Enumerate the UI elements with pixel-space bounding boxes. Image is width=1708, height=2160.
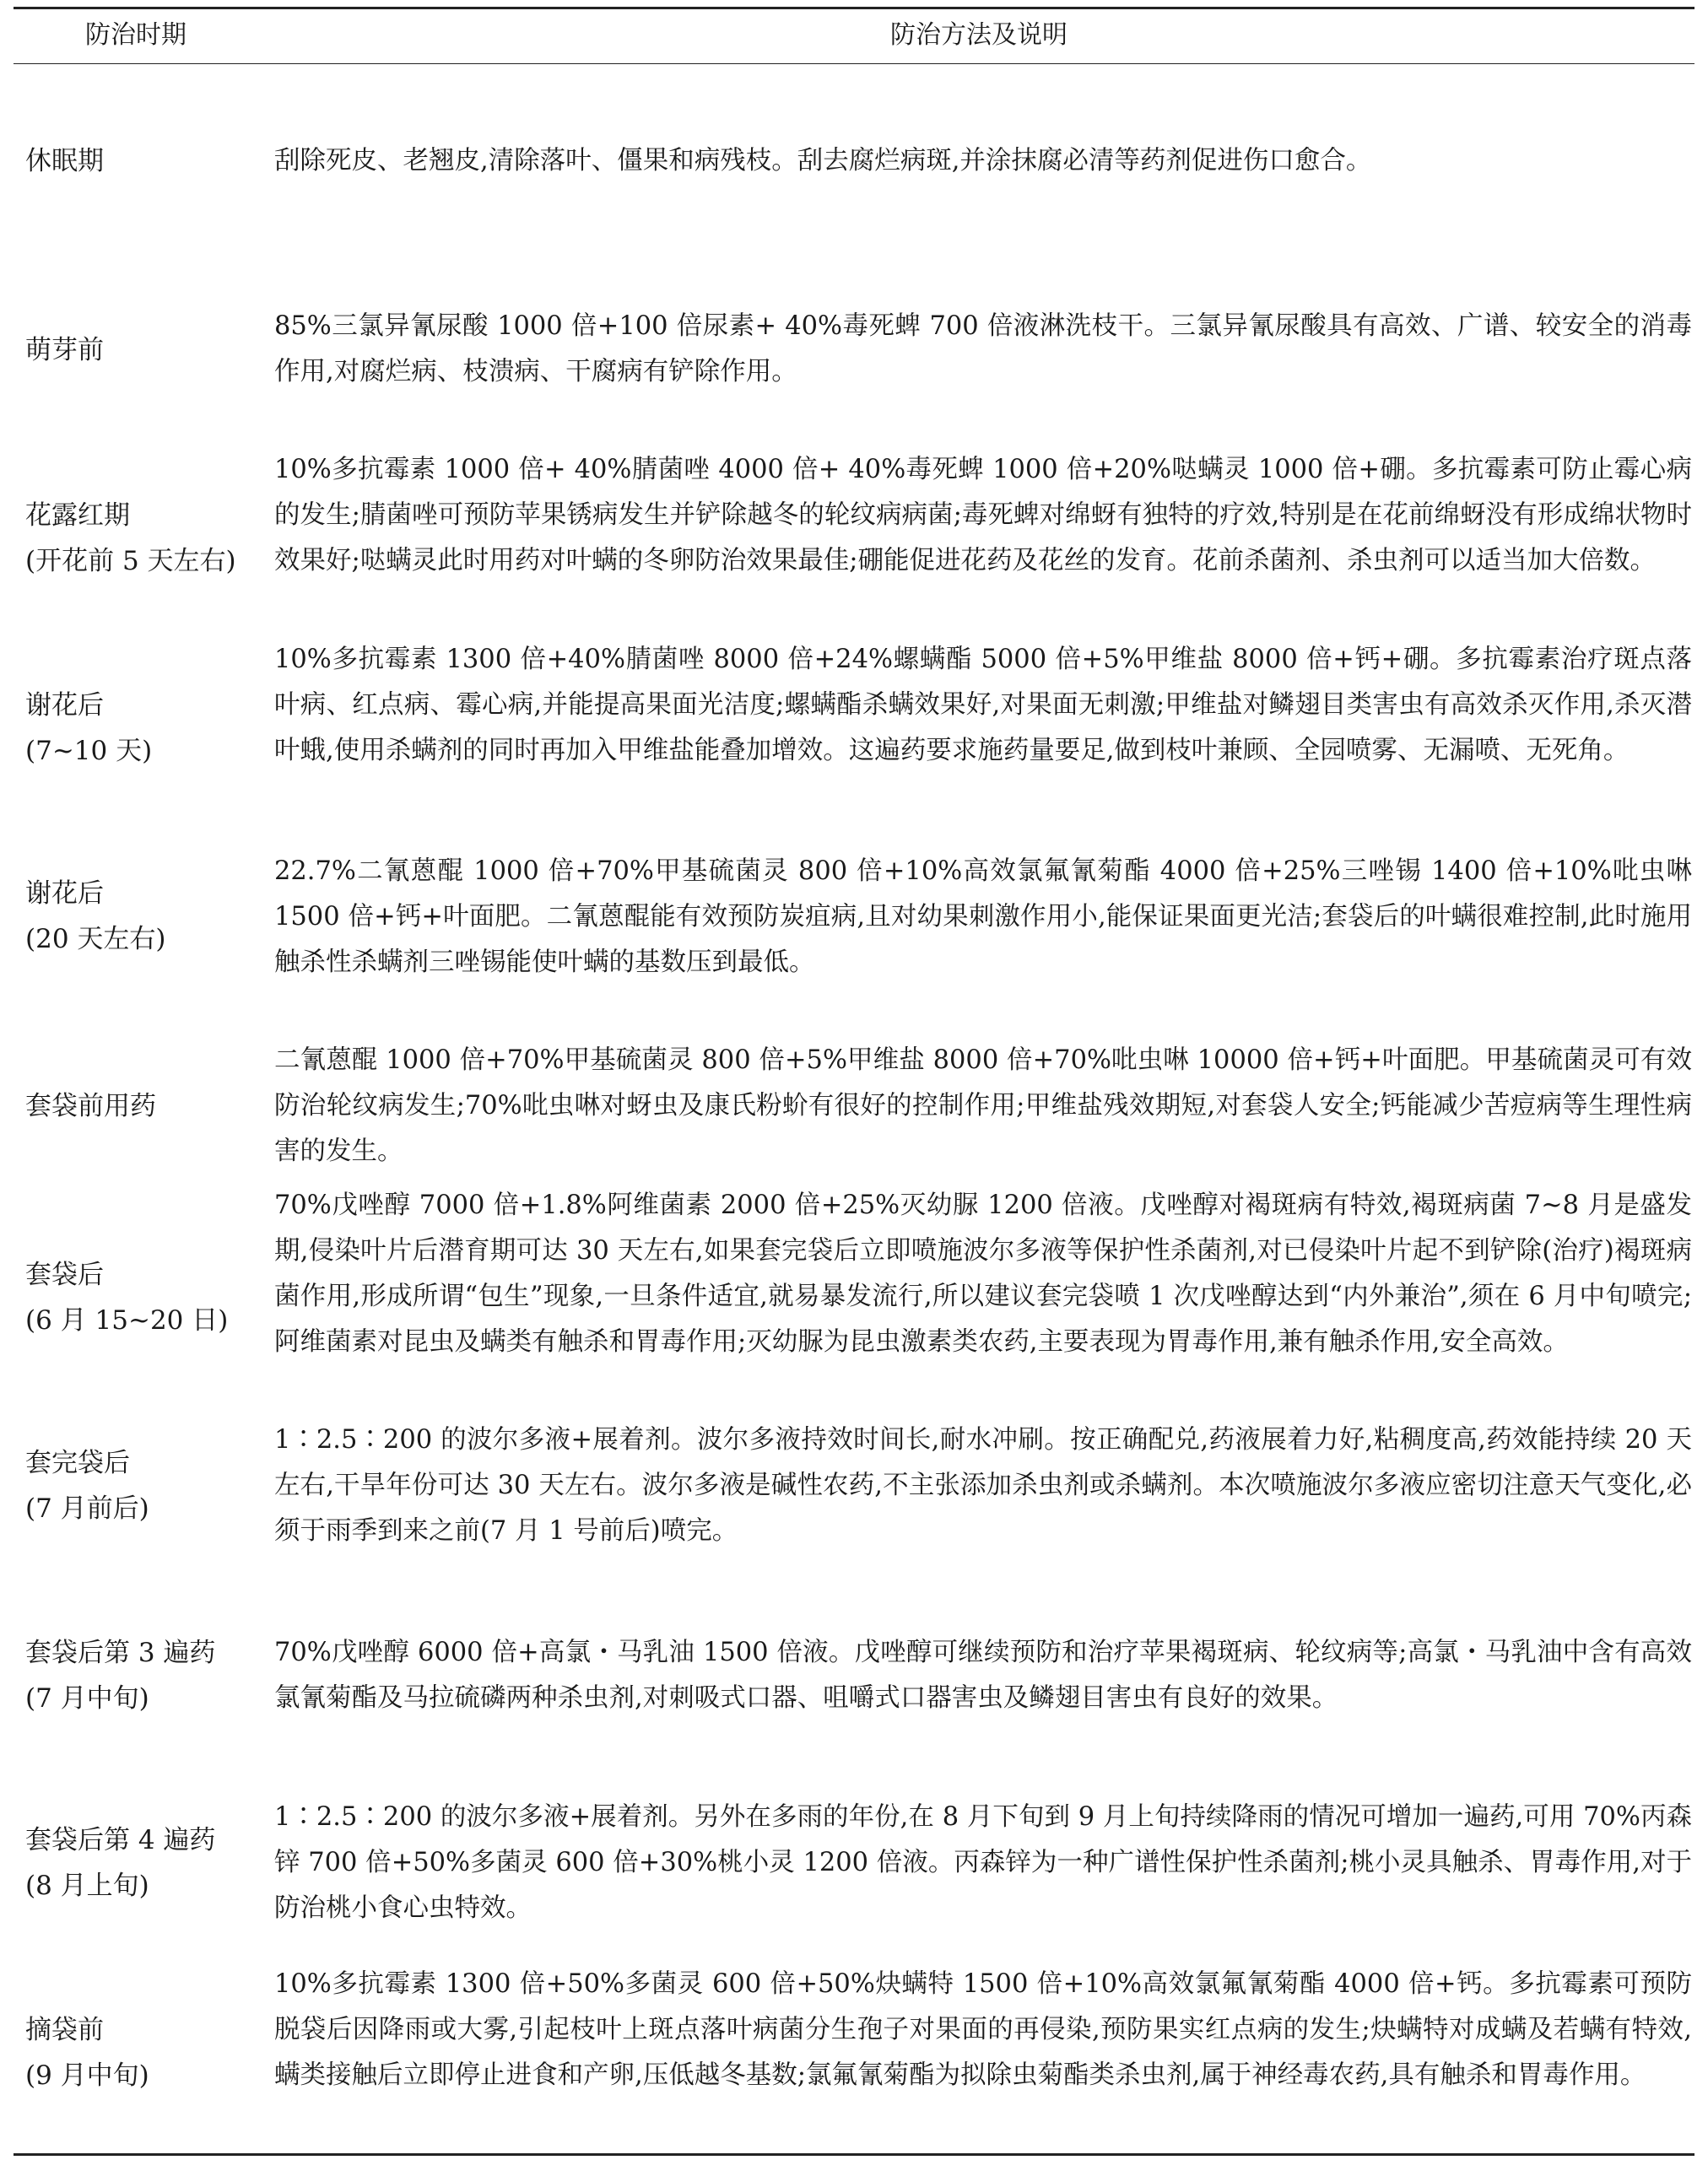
period-name: 套完袋后 [25, 1448, 130, 1478]
row-description: 10%多抗霉素 1300 倍+50%多菌灵 600 倍+50%炔螨特 1500 倍+10%高效氯氟氰菊酯 4000 倍+钙。多抗霉素可预防脱袋后因降雨或大雾,引起枝叶上斑点落叶病菌分生孢子对果面的再侵染,预防果实红点病的发生;炔螨特对成螨及若螨有特效,螨类接触后立即停止进食和产卵,压低越冬基数;氯氟氰菊酯为拟除虫菊酯类杀虫剂,属于神经毒农药,具有触杀和胃毒作用。 [274, 1969, 1692, 2090]
period-name: 套袋前用药 [25, 1091, 156, 1121]
period-timing: (8 月上旬) [25, 1871, 149, 1901]
row-period [25, 138, 270, 184]
period-name: 套袋后第 4 遍药 [25, 1825, 216, 1855]
row-period [25, 683, 270, 774]
row-period [25, 1630, 270, 1721]
period-timing: (7 月中旬) [25, 1683, 149, 1714]
row-description: 1∶2.5∶200 的波尔多液+展着剂。波尔多液持效时间长,耐水冲刷。按正确配兑,药液展着力好,粘稠度高,药效能持续 20 天左右,干旱年份可达 30 天左右。波尔多液是碱性农药,不主张添加杀虫剂或杀螨剂。本次喷施波尔多液应密切注意天气变化,必须于雨季到来之前(7 月 1 号前后)喷完。 [274, 1425, 1692, 1546]
period-timing: (开花前 5 天左右) [25, 546, 236, 576]
row-description: 70%戊唑醇 6000 倍+高氯・马乳油 1500 倍液。戊唑醇可继续预防和治疗苹果褐斑病、轮纹病等;高氯・马乳油中含有高效氯氰菊酯及马拉硫磷两种杀虫剂,对刺吸式口器、咀嚼式口器害虫及鳞翅目害虫有良好的效果。 [274, 1638, 1692, 1713]
row-period [25, 871, 270, 962]
row-period [25, 1817, 270, 1909]
row-period [25, 1440, 270, 1531]
row-period [25, 493, 270, 584]
header-rule [14, 63, 1694, 64]
period-timing: (7 月前后) [25, 1493, 149, 1524]
row-description: 10%多抗霉素 1300 倍+40%腈菌唑 8000 倍+24%螺螨酯 5000 倍+5%甲维盐 8000 倍+钙+硼。多抗霉素治疗斑点落叶病、红点病、霉心病,并能提高果面光洁度;螺螨酯杀螨效果好,对果面无刺激;甲维盐对鳞翅目类害虫有高效杀灭作用,杀灭潜叶蛾,使用杀螨剂的同时再加入甲维盐能叠加增效。这遍药要求施药量要足,做到枝叶兼顾、全园喷雾、无漏喷、无死角。 [274, 645, 1692, 765]
header-method: 防治方法及说明 [890, 20, 1068, 50]
row-period [25, 2007, 270, 2098]
period-name: 套袋后 [25, 1260, 104, 1290]
row-period [25, 327, 270, 373]
period-timing: (7~10 天) [25, 736, 153, 766]
period-timing: (6 月 15~20 日) [25, 1305, 229, 1336]
period-name: 萌芽前 [25, 335, 104, 365]
period-name: 套袋后第 3 遍药 [25, 1638, 216, 1668]
period-timing: (9 月中旬) [25, 2060, 149, 2091]
period-timing: (20 天左右) [25, 924, 166, 954]
period-name: 休眠期 [25, 146, 104, 176]
top-rule [14, 7, 1694, 9]
period-name: 花露红期 [25, 500, 130, 531]
row-description: 70%戊唑醇 7000 倍+1.8%阿维菌素 2000 倍+25%灭幼脲 1200 倍液。戊唑醇对褐斑病有特效,褐斑病菌 7~8 月是盛发期,侵染叶片后潜育期可达 30 天左右,如果套完袋后立即喷施波尔多液等保护性杀菌剂,对已侵染叶片起不到铲除(治疗)褐斑病菌作用,形成所谓“包生”现象,一旦条件适宜,就易暴发流行,所以建议套完袋喷 1 次戊唑醇达到“内外兼治”,须在 6 月中旬喷完;阿维菌素对昆虫及螨类有触杀和胃毒作用;灭幼脲为昆虫激素类农药,主要表现为胃毒作用,兼有触杀作用,安全高效。 [274, 1191, 1692, 1357]
row-period [25, 1252, 270, 1343]
row-description: 刮除死皮、老翘皮,清除落叶、僵果和病残枝。刮去腐烂病斑,并涂抹腐必清等药剂促进伤口愈合。 [274, 146, 1372, 176]
row-description: 85%三氯异氰尿酸 1000 倍+100 倍尿素+ 40%毒死蜱 700 倍液淋洗枝干。三氯异氰尿酸具有高效、广谱、较安全的消毒作用,对腐烂病、枝溃病、干腐病有铲除作用。 [274, 311, 1692, 386]
row-period [25, 1083, 270, 1129]
period-name: 谢花后 [25, 690, 104, 721]
period-name: 摘袋前 [25, 2015, 104, 2045]
period-name: 谢花后 [25, 878, 104, 909]
row-description: 1∶2.5∶200 的波尔多液+展着剂。另外在多雨的年份,在 8 月下旬到 9 月上旬持续降雨的情况可增加一遍药,可用 70%丙森锌 700 倍+50%多菌灵 600 倍+30%桃小灵 1200 倍液。丙森锌为一种广谱性保护性杀菌剂;桃小灵具触杀、胃毒作用,对于防治桃小食心虫特效。 [274, 1802, 1692, 1923]
row-description: 10%多抗霉素 1000 倍+ 40%腈菌唑 4000 倍+ 40%毒死蜱 1000 倍+20%哒螨灵 1000 倍+硼。多抗霉素可防止霉心病的发生;腈菌唑可预防苹果锈病发生并铲除越冬的轮纹病病菌;毒死蜱对绵蚜有独特的疗效,特别是在花前绵蚜没有形成绵状物时效果好;哒螨灵此时用药对叶螨的冬卵防治效果最佳;硼能促进花药及花丝的发育。花前杀菌剂、杀虫剂可以适当加大倍数。 [274, 455, 1692, 575]
row-description: 二氰蒽醌 1000 倍+70%甲基硫菌灵 800 倍+5%甲维盐 8000 倍+70%吡虫啉 10000 倍+钙+叶面肥。甲基硫菌灵可有效防治轮纹病发生;70%吡虫啉对蚜虫及康氏粉蚧有很好的控制作用;甲维盐残效期短,对套袋人安全;钙能减少苦痘病等生理性病害的发生。 [274, 1045, 1692, 1166]
bottom-rule [14, 2153, 1694, 2156]
row-description: 22.7%二氰蒽醌 1000 倍+70%甲基硫菌灵 800 倍+10%高效氯氟氰菊酯 4000 倍+25%三唑锡 1400 倍+10%吡虫啉 1500 倍+钙+叶面肥。二氰蒽醌能有效预防炭疽病,且对幼果刺激作用小,能保证果面更光洁;套袋后的叶螨很难控制,此时施用触杀性杀螨剂三唑锡能使叶螨的基数压到最低。 [274, 856, 1692, 977]
header-period: 防治时期 [85, 20, 186, 50]
